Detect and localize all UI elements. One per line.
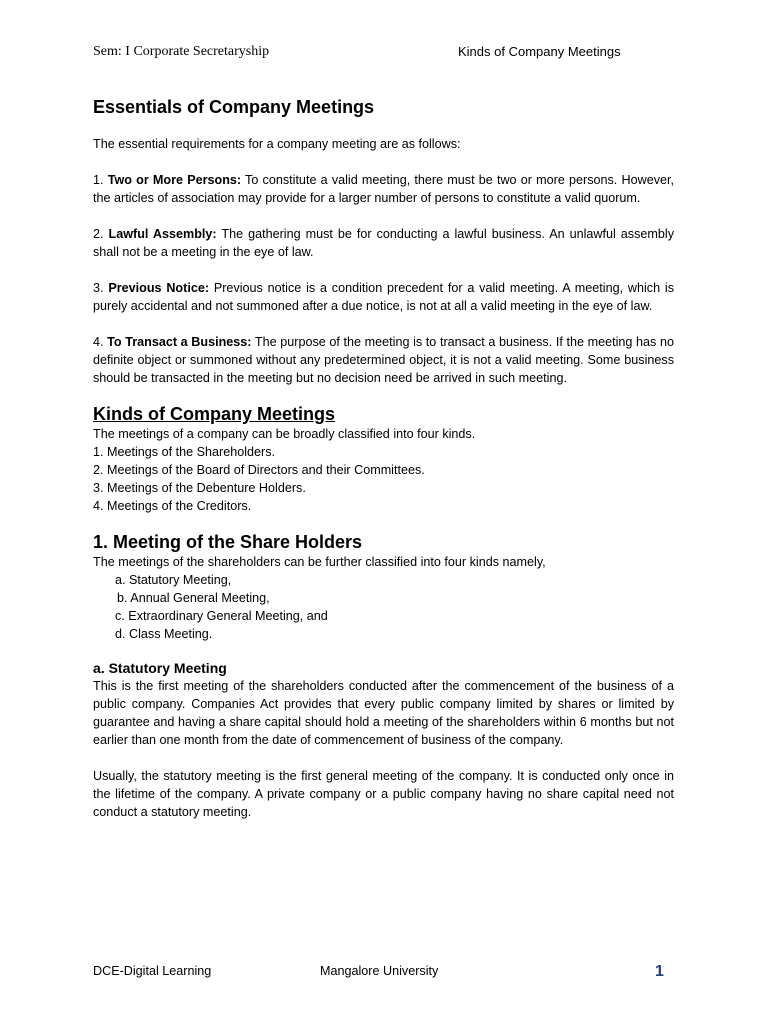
shareholders-heading: 1. Meeting of the Share Holders <box>93 532 363 552</box>
kinds-intro: The meetings of a company can be broadly classified into four kinds. <box>93 427 476 441</box>
kinds-heading: Kinds of Company Meetings <box>93 404 336 424</box>
header-chapter-title: Kinds of Company Meetings <box>458 44 621 59</box>
footer-university: Mangalore University <box>320 964 439 978</box>
essentials-intro: The essential requirements for a company meeting are as follows: <box>93 137 461 151</box>
list-item: d. Class Meeting. <box>115 627 213 641</box>
page-content <box>93 96 674 821</box>
essential-item-3: 3. Previous Notice: Previous notice is a condition precedent for a valid meeting. A meeting, which is purely accidental and not summoned after a due notice, is not at all a valid meeting in the eye of law. <box>93 281 675 313</box>
list-item: 1. Meetings of the Shareholders. <box>93 445 276 459</box>
essential-item-4: 4. To Transact a Business: The purpose of the meeting is to transact a business. If the meeting has no definite object or summoned without any predetermined object, it is not a valid meeting. Some business should be transacted in the meeting but no decision need be arrived in such meeting. <box>93 335 674 385</box>
footer-department: DCE-Digital Learning <box>93 964 212 978</box>
shareholders-intro: The meetings of the shareholders can be further classified into four kinds namely, <box>93 555 546 569</box>
kinds-list <box>93 443 674 515</box>
list-item: 2. Meetings of the Board of Directors and their Committees. <box>93 463 425 477</box>
list-item: c. Extraordinary General Meeting, and <box>115 609 328 623</box>
statutory-paragraph-1: This is the first meeting of the shareholders conducted after the commencement of the business of a public company. Companies Act provides that every public company limited by shares or limited by guarantee and having a share capital should hold a meeting of the shareholders within 6 months but not earlier than one month from the date of commencement of business of the company. <box>93 679 674 747</box>
list-item: 4. Meetings of the Creditors. <box>93 499 252 513</box>
list-item: b. Annual General Meeting, <box>117 591 270 605</box>
page-number: 1 <box>655 963 664 980</box>
shareholders-list <box>93 571 674 643</box>
header-course-title: Sem: I Corporate Secretaryship <box>93 44 270 59</box>
essential-item-2: 2. Lawful Assembly: The gathering must be for conducting a lawful business. An unlawful assembly shall not be a meeting in the eye of law. <box>93 227 674 259</box>
essentials-heading: Essentials of Company Meetings <box>93 97 375 117</box>
statutory-paragraph-2: Usually, the statutory meeting is the first general meeting of the company. It is conducted only once in the lifetime of the company. A private company or a public company having no share capital need not conduct a statutory meeting. <box>93 769 674 819</box>
essential-item-1: 1. Two or More Persons: To constitute a valid meeting, there must be two or more persons. However, the articles of association may provide for a larger number of persons to constitute a valid quorum. <box>93 173 674 205</box>
list-item: 3. Meetings of the Debenture Holders. <box>93 481 306 495</box>
statutory-heading: a. Statutory Meeting <box>93 660 227 676</box>
list-item: a. Statutory Meeting, <box>115 573 232 587</box>
